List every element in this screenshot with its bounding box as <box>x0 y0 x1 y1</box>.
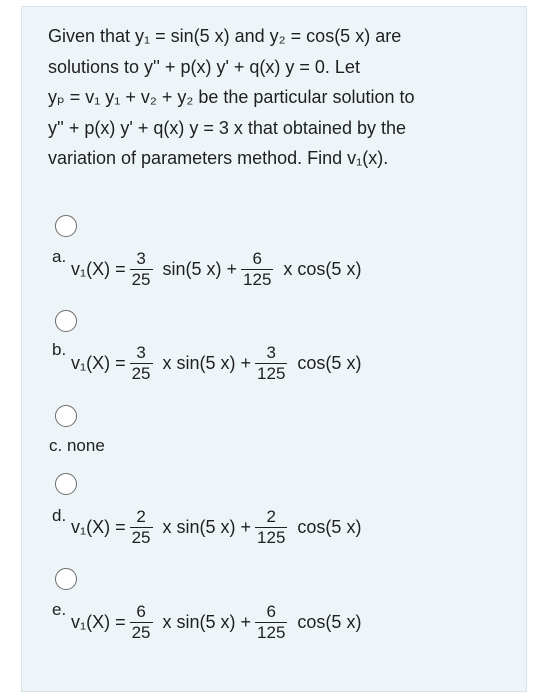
option-d-letter: d. <box>52 506 67 525</box>
option-e-f1-num: 6 <box>136 601 146 621</box>
option-e-mid: x sin(5 x) + <box>162 611 252 632</box>
option-a-formula[interactable] <box>71 244 361 294</box>
question-line-3: yₚ = v₁ y₁ + v₂ + y₂ be the particular solution to <box>48 87 415 107</box>
option-e-fraction-2 <box>255 602 287 643</box>
option-b-f1-num: 3 <box>136 342 146 362</box>
question-line-4: y'' + p(x) y' + q(x) y = 3 x that obtained by the <box>48 117 406 138</box>
option-b-lhs: v₁(X) = <box>71 352 126 373</box>
option-b-f1-den: 25 <box>131 363 151 383</box>
option-b-mid: x sin(5 x) + <box>162 352 252 373</box>
option-d-radio[interactable] <box>55 473 77 495</box>
option-e-f2-den: 125 <box>257 622 286 642</box>
option-d-mid: x sin(5 x) + <box>162 516 252 537</box>
option-c-label[interactable] <box>49 436 105 456</box>
option-b-f2-num: 3 <box>266 342 276 362</box>
option-c-letter: c. <box>49 436 63 455</box>
option-a-letter: a. <box>52 247 67 266</box>
option-b-formula[interactable] <box>71 338 361 388</box>
option-a-f1-den: 25 <box>131 269 151 289</box>
option-d-f2-num: 2 <box>266 506 276 526</box>
option-d-formula[interactable] <box>71 502 361 552</box>
option-e-fraction-1 <box>130 602 153 643</box>
option-e-lhs: v₁(X) = <box>71 611 126 632</box>
option-e-tail: cos(5 x) <box>297 611 362 632</box>
option-e-f2-num: 6 <box>266 601 276 621</box>
option-c-text: none <box>66 436 105 455</box>
option-e-radio[interactable] <box>55 568 77 590</box>
option-d-f2-den: 125 <box>257 527 286 547</box>
option-a-fraction-2 <box>241 249 273 290</box>
option-a-lhs: v₁(X) = <box>71 258 126 279</box>
option-a-f1-num: 3 <box>136 248 146 268</box>
option-b-tail: cos(5 x) <box>297 352 362 373</box>
option-d-f1-num: 2 <box>136 506 146 526</box>
option-b-fraction-2 <box>255 343 287 384</box>
question-panel <box>21 6 527 692</box>
option-d-tail: cos(5 x) <box>297 516 362 537</box>
option-d-lhs: v₁(X) = <box>71 516 126 537</box>
option-a-mid: sin(5 x) + <box>162 258 238 279</box>
question-line-1: Given that y₁ = sin(5 x) and y₂ = cos(5 x) are <box>48 26 402 46</box>
option-b-fraction-1 <box>130 343 153 384</box>
question-text <box>48 21 518 174</box>
option-e-letter: e. <box>52 600 67 619</box>
option-b-radio[interactable] <box>55 310 77 332</box>
option-e-f1-den: 25 <box>131 622 151 642</box>
option-d-fraction-2 <box>255 507 287 548</box>
option-e-formula[interactable] <box>71 597 361 647</box>
option-a-fraction-1 <box>130 249 153 290</box>
question-line-5: variation of parameters method. Find v₁(x). <box>48 148 389 168</box>
option-a-f2-den: 125 <box>243 269 272 289</box>
option-c-radio[interactable] <box>55 405 77 427</box>
option-a-radio[interactable] <box>55 215 77 237</box>
option-a-f2-num: 6 <box>252 248 262 268</box>
question-line-2: solutions to y'' + p(x) y' + q(x) y = 0. Let <box>48 56 360 77</box>
option-a-tail: x cos(5 x) <box>283 258 362 279</box>
option-b-f2-den: 125 <box>257 363 286 383</box>
option-d-f1-den: 25 <box>131 527 151 547</box>
option-d-fraction-1 <box>130 507 153 548</box>
option-b-letter: b. <box>52 340 67 359</box>
